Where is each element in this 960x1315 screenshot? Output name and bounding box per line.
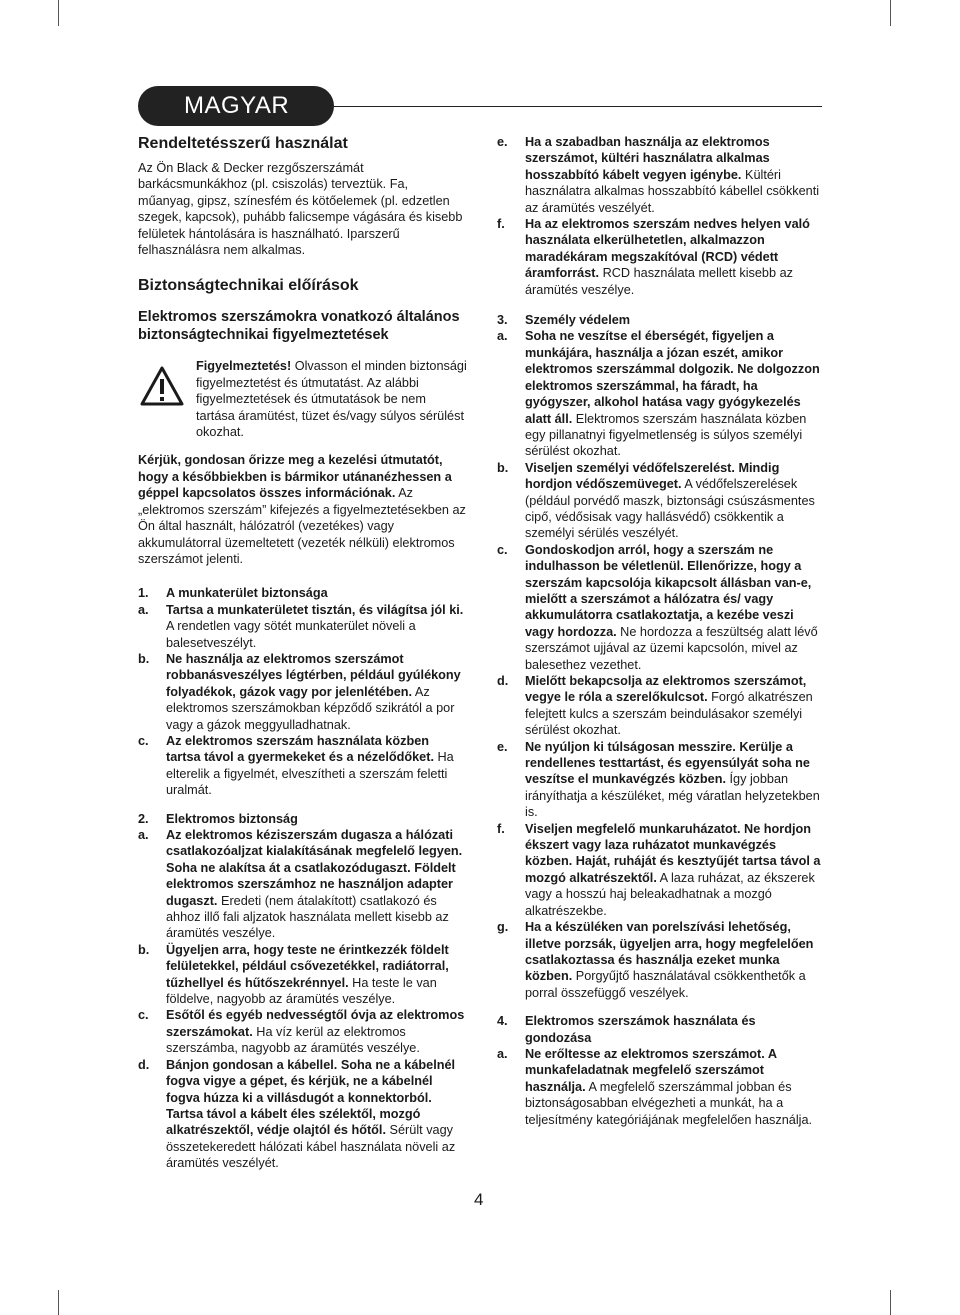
list-item: e. Ha a szabadban használja az elektromos szerszámot, kültéri használatra alkalmas hosszabbító kábelt vegyen igénybe. Kültéri használatra alkalmas hosszabbító kábellel csökkenti az áramütés veszélyét.: [497, 135, 820, 215]
safety-subtitle: Elektromos szerszámokra vonatkozó általános biztonságtechnikai figyelmeztetések: [138, 309, 460, 344]
warning-triangle-icon: [140, 366, 184, 406]
item-label: f.: [497, 821, 505, 836]
item-label: f.: [497, 217, 505, 232]
section-heading: 2. Elektromos biztonság: [138, 811, 298, 826]
item-label: a.: [497, 1046, 508, 1061]
crop-mark-bottom-right: [890, 1290, 891, 1315]
intro-text: Az Ön Black & Decker rezgőszerszámát barkácsmunkákhoz (pl. csiszolás) terveztük. Fa, műanyag, gipsz, színesfém és kötőelemek (pl. edzetlen szegek, kapcsok), puhább falicsempe vágására és kisebb felületek hántolására is használható. Iparszerű felhasználásra nem alkalmas.: [138, 161, 463, 258]
language-badge: MAGYAR: [138, 86, 334, 126]
section-heading: 4. Elektromos szerszámok használata és gondozása: [497, 1014, 756, 1045]
list-item: f. Viseljen megfelelő munkaruházatot. Ne hordjon ékszert vagy laza ruházatot munkavégzés közben. Haját, ruháját és kesztyűjét tartsa távol a mozgó alkatrészektől. A laza ruházat, az ékszerek vagy a hosszú haj beleakadhatnak a mozgó alkatrészekbe.: [497, 821, 821, 918]
left-sections: [138, 585, 467, 1171]
section-heading: 1. A munkaterület biztonsága: [138, 586, 328, 601]
safety-title: Biztonságtechnikai előírások: [138, 277, 359, 295]
list-item: c. Esőtől és egyéb nedvességtől óvja az elektromos szerszámokat. Ha víz kerül az elektromos szerszámba, nagyobb az áramütés veszélye.: [138, 1008, 465, 1056]
right-sections: [497, 312, 824, 1128]
list-item: g. Ha a készüléken van porelszívási lehetőség, illetve porzsák, ügyeljen arra, hogy megfelelően csatlakoztassa és használja ezeket munka közben. Porgyűjtő használatával csökkenthetők a porral összefüggő veszélyek.: [497, 920, 814, 1000]
crop-mark-top-right: [890, 0, 891, 26]
item-label: c.: [138, 733, 149, 748]
warning-label: Figyelmeztetés!: [196, 359, 292, 374]
item-label: e.: [497, 739, 508, 754]
section-heading: 3. Személy védelem: [497, 313, 631, 328]
warning-text: Figyelmeztetés! Olvasson el minden biztonsági figyelmeztetést és útmutatást. Az alábbi figyelmeztetések és útmutatások be nem tartása áramütést, tüzet és/vagy súlyos sérülést okozhat.: [196, 359, 467, 440]
item-label: d.: [497, 674, 509, 688]
list-item: a. Ne erőltesse az elektromos szerszámot. A munkafeladatnak megfelelő szerszámot használja. A megfelelő szerszámmal jobban és biztonságosabban elvégezheti a munkát, ha a teljesítmény kategóriájának megfelelően használja.: [497, 1046, 813, 1127]
list-item: a. Tartsa a munkaterületet tisztán, és világítsa jól ki. A rendetlen vagy sötét munkaterület növeli a balesetveszélyt.: [138, 602, 464, 650]
intro-title: Rendeltetésszerű használat: [138, 135, 348, 152]
header-rule: [334, 106, 822, 107]
item-label: a.: [138, 602, 149, 617]
right-column: [497, 134, 824, 1128]
item-label: a.: [138, 828, 149, 842]
item-label: b.: [138, 942, 150, 957]
item-label: d.: [138, 1057, 150, 1072]
item-label: b.: [138, 651, 150, 666]
list-item: d. Bánjon gondosan a kábellel. Soha ne a kábelnél fogva vigye a gépet, és kérjük, ne a kábelnél fogva húzza ki a villásdugót a konnektorból. Tartsa távol a kábelt éles szélektől, mozgó alkatrészektől, védje olajtól és hőtől. Sérült vagy összetekeredett hálózati kábel használata növeli az áramütés veszélyét.: [138, 1057, 456, 1171]
crop-mark-top-left: [58, 0, 59, 26]
list-item: d. Mielőtt bekapcsolja az elektromos szerszámot, vegye le róla a szerelőkulcsot. Forgó alkatrészen felejtett kulcs a szerszám beindulásakor személyi sérülést okozhat.: [497, 674, 813, 738]
list-item: e. Ne nyúljon ki túlságosan messzire. Kerülje a rendellenes testtartást, és egyensúlyát soha ne veszítse el munkavégzés közben. Így jobban irányíthatja a készüléket, még váratlan helyzetekben is.: [497, 739, 820, 820]
list-item: b. Ne használja az elektromos szerszámot robbanásveszélyes légtérben, például gyúlékony folyadékok, gázok vagy por jelenlétében. Az elektromos szerszámokban képződő szikrától a por vagy a gázok meggyulladhatnak.: [138, 651, 461, 732]
item-label: b.: [497, 460, 509, 475]
item-label: c.: [497, 542, 508, 557]
item-label: c.: [138, 1008, 149, 1023]
crop-mark-bottom-left: [58, 1290, 59, 1315]
list-item: b. Ügyeljen arra, hogy teste ne érintkezzék földelt felületekkel, például csővezetékkel, radiátorral, tűzhellyel és hűtőszekrénnyel. Ha teste le van földelve, nagyobb az áramütés veszélye.: [138, 942, 449, 1007]
item-label: e.: [497, 135, 508, 149]
list-item: f. Ha az elektromos szerszám nedves helyen való használata elkerülhetetlen, alkalmazzon maradékáram megszakítóval (RCD) védett áramforrást. RCD használata mellett kisebb az áramütés veszélye.: [497, 217, 810, 297]
list-item: c. Az elektromos szerszám használata közben tartsa távol a gyermekeket és a nézelődőket. Ha elterelik a figyelmét, elveszítheti a szerszám feletti uralmát.: [138, 733, 454, 798]
page-number: 4: [474, 1190, 484, 1209]
list-item: c. Gondoskodjon arról, hogy a szerszám ne indulhasson be véletlenül. Ellenőrizze, hogy a szerszám kapcsolója kikapcsolt állásban van-e, mielőtt a szerszámot a hálózatra és/ vagy akkumulátorra csatlakoztatja, a kezébe veszi vagy hordozza. Ne hordozza a feszültség alatt lévő szerszámot ujjával az üzemi kapcsolón, mivel az balesethez vezethet.: [497, 542, 818, 672]
keep-manual-text: Kérjük, gondosan őrizze meg a kezelési útmutatót, hogy a későbbiekben is bármikor utánanézhessen a géppel kapcsolatos összes információnak. Az „elektromos szerszám” kifejezés a figyelmeztetésekben az Ön által használt, hálózatról (vezetékes) vagy akkumulátorral üzemeltetett (vezeték nélküli) elektromos szerszámot jelenti.: [138, 453, 466, 566]
list-item: a. Soha ne veszítse el éberségét, figyeljen a munkájára, használja a józan eszét, amikor elektromos szerszámmal dolgozik. Ne dolgozzon elektromos szerszámmal, ha fáradt, ha gyógyszer, alkohol hatása vagy gyógykezelés alatt áll. Elektromos szerszám használata közben egy pillanatnyi figyelmetlenség is súlyos személyi sérülést okozhat.: [497, 329, 820, 459]
item-label: g.: [497, 920, 509, 935]
item-label: a.: [497, 329, 508, 344]
right-continued-items: [497, 134, 824, 298]
warning-block: [138, 358, 467, 440]
left-column: [138, 134, 467, 1172]
list-item: b. Viseljen személyi védőfelszerelést. Mindig hordjon védőszemüveget. A védőfelszerelések (például porvédő maszk, biztonsági csúszásmentes cipő, védősisak vagy hallásvédő) csökkentik a személyi sérülés veszélyét.: [497, 460, 815, 541]
list-item: a. Az elektromos kéziszerszám dugasza a hálózati csatlakozóaljzat kialakításának megfelelő legyen. Soha ne alakítsa át a csatlakozódugaszt. Földelt elektromos szerszámhoz ne használjon adapter dugaszt. Eredeti (nem átalakított) csatlakozó és ahhoz illő fali aljzatok használata mellett kisebb az áramütés veszélye.: [138, 828, 463, 941]
